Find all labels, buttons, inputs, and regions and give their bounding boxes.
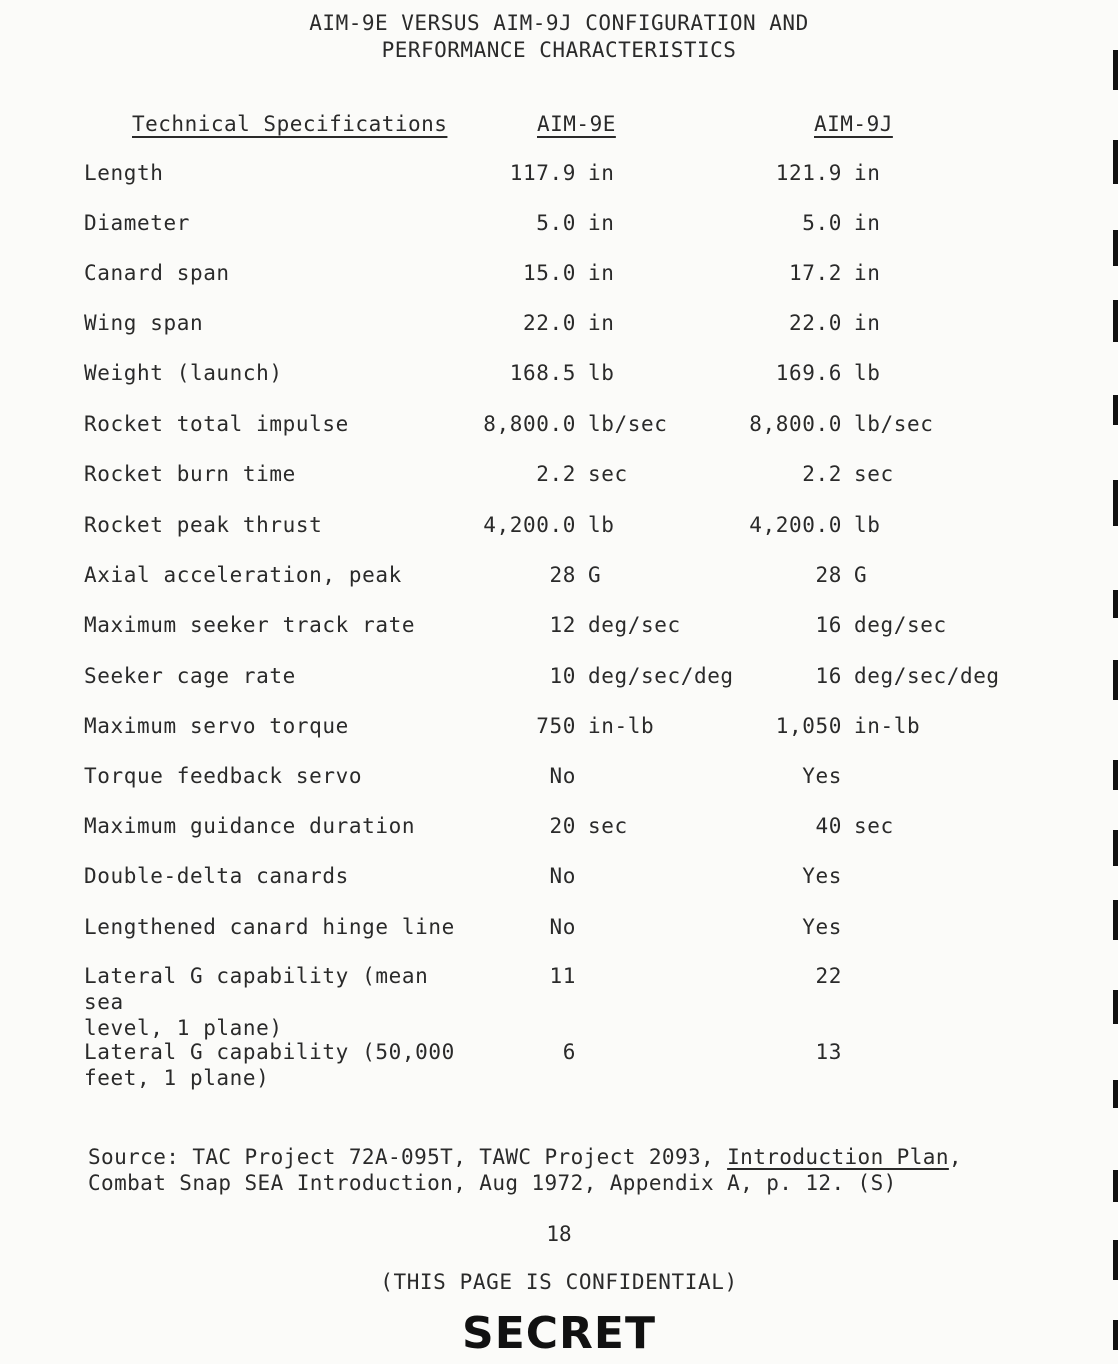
spec-label: Diameter: [84, 211, 190, 235]
spec-label: Maximum servo torque: [84, 714, 349, 738]
aim-9e-number: 15.0: [523, 261, 576, 285]
aim-9e-number: No: [549, 864, 576, 888]
aim-9e-unit: lb/sec: [588, 412, 668, 436]
header-technical-specifications: Technical Specifications: [132, 112, 448, 136]
aim-9e-value: [416, 713, 654, 739]
aim-9e-value: [416, 914, 588, 940]
aim-9e-value: [416, 360, 615, 386]
aim-9e-number: 28: [549, 563, 576, 587]
aim-9j-value: [672, 310, 881, 336]
aim-9e-number: 750: [536, 714, 576, 738]
aim-9j-value: [672, 813, 894, 839]
aim-9j-unit: in: [854, 261, 881, 285]
aim-9e-number: No: [549, 915, 576, 939]
aim-9j-number: 40: [815, 814, 842, 838]
aim-9j-number: 2.2: [802, 462, 842, 486]
aim-9j-number: 121.9: [775, 161, 842, 185]
aim-9j-unit: deg/sec/deg: [854, 664, 1000, 688]
scan-edge-marks: [1112, 0, 1118, 1364]
source-suffix: , Combat Snap SEA Introduction, Aug 1972, Appendix A, p. 12. (S): [88, 1145, 962, 1195]
aim-9e-unit: deg/sec: [588, 613, 681, 637]
aim-9j-unit: in: [854, 311, 881, 335]
document-title: [0, 10, 1118, 64]
aim-9j-value: [672, 663, 1000, 689]
aim-9e-value: [416, 763, 588, 789]
spec-label: Maximum guidance duration: [84, 814, 416, 838]
source-document-title: Introduction Plan: [727, 1145, 949, 1169]
spec-label: Length: [84, 161, 164, 185]
spec-label: Torque feedback servo: [84, 764, 363, 788]
aim-9j-number: Yes: [802, 915, 842, 939]
aim-9e-number: No: [549, 764, 576, 788]
spec-label: Axial acceleration, peak: [84, 563, 402, 587]
aim-9e-number: 5.0: [536, 211, 576, 235]
aim-9j-number: 16: [815, 613, 842, 637]
spec-label: Weight (launch): [84, 361, 283, 385]
aim-9j-number: 8,800.0: [749, 412, 842, 436]
aim-9e-unit: in: [588, 311, 615, 335]
aim-9e-value: [416, 562, 601, 588]
aim-9e-number: 11: [549, 964, 576, 988]
aim-9j-number: 4,200.0: [749, 513, 842, 537]
aim-9j-value: [672, 1039, 854, 1065]
aim-9e-unit: lb: [588, 361, 615, 385]
aim-9j-number: 16: [815, 664, 842, 688]
aim-9j-number: 169.6: [775, 361, 842, 385]
aim-9e-value: [416, 461, 628, 487]
spec-label: Double-delta canards: [84, 864, 349, 888]
secret-stamp: SECRET: [462, 1308, 656, 1359]
aim-9e-value: [416, 260, 615, 286]
aim-9e-value: [416, 612, 681, 638]
aim-9j-unit: G: [854, 563, 868, 587]
aim-9e-unit: in: [588, 161, 615, 185]
aim-9j-value: [672, 914, 854, 940]
aim-9e-unit: lb: [588, 513, 615, 537]
aim-9e-unit: in-lb: [588, 714, 655, 738]
spec-label: Rocket peak thrust: [84, 513, 323, 537]
title-line-1: AIM-9E VERSUS AIM-9J CONFIGURATION AND: [309, 11, 809, 35]
aim-9j-value: [672, 562, 867, 588]
aim-9e-number: 4,200.0: [483, 513, 576, 537]
aim-9j-unit: lb: [854, 513, 881, 537]
aim-9j-number: 28: [815, 563, 842, 587]
header-aim-9e: AIM-9E: [537, 112, 616, 136]
aim-9e-unit: in: [588, 211, 615, 235]
aim-9j-value: [672, 612, 947, 638]
aim-9e-value: [416, 512, 615, 538]
spec-label: Maximum seeker track rate: [84, 613, 416, 637]
spec-label: Lateral G capability (mean sea level, 1 plane): [84, 964, 429, 1040]
aim-9j-number: 17.2: [789, 261, 842, 285]
aim-9e-value: [416, 310, 615, 336]
aim-9e-unit: sec: [588, 462, 628, 486]
aim-9e-number: 168.5: [509, 361, 576, 385]
classification-notice: (THIS PAGE IS CONFIDENTIAL): [380, 1270, 738, 1294]
aim-9j-value: [672, 713, 920, 739]
aim-9j-unit: in-lb: [854, 714, 921, 738]
aim-9j-value: [672, 160, 881, 186]
aim-9e-number: 10: [549, 664, 576, 688]
aim-9e-number: 20: [549, 814, 576, 838]
aim-9j-value: [672, 260, 881, 286]
aim-9e-value: [416, 813, 628, 839]
aim-9j-number: 5.0: [802, 211, 842, 235]
aim-9j-number: 1,050: [775, 714, 842, 738]
aim-9j-unit: in: [854, 161, 881, 185]
aim-9j-value: [672, 763, 854, 789]
spec-label: Rocket burn time: [84, 462, 296, 486]
aim-9j-value: [672, 210, 881, 236]
aim-9e-unit: G: [588, 563, 602, 587]
aim-9j-unit: deg/sec: [854, 613, 947, 637]
header-aim-9j: AIM-9J: [814, 112, 893, 136]
aim-9j-value: [672, 512, 881, 538]
aim-9j-number: 22.0: [789, 311, 842, 335]
aim-9e-unit: sec: [588, 814, 628, 838]
aim-9j-unit: lb: [854, 361, 881, 385]
aim-9e-value: [416, 963, 588, 989]
aim-9j-value: [672, 360, 881, 386]
aim-9e-value: [416, 1039, 588, 1065]
spec-label: Wing span: [84, 311, 204, 335]
source-citation: [88, 1144, 1048, 1196]
spec-label: Lateral G capability (50,000 feet, 1 plane): [84, 1040, 455, 1090]
aim-9j-number: Yes: [802, 864, 842, 888]
title-line-2: PERFORMANCE CHARACTERISTICS: [381, 38, 737, 62]
aim-9e-value: [416, 863, 588, 889]
aim-9e-number: 117.9: [509, 161, 576, 185]
spec-label: Lengthened canard hinge line: [84, 915, 455, 939]
aim-9j-value: [672, 411, 933, 437]
aim-9e-number: 12: [549, 613, 576, 637]
aim-9j-unit: sec: [854, 462, 894, 486]
aim-9e-value: [416, 411, 667, 437]
spec-label: Seeker cage rate: [84, 664, 296, 688]
aim-9e-number: 22.0: [523, 311, 576, 335]
aim-9j-value: [672, 461, 894, 487]
aim-9j-unit: in: [854, 211, 881, 235]
aim-9e-value: [416, 210, 615, 236]
aim-9e-number: 8,800.0: [483, 412, 576, 436]
aim-9e-unit: in: [588, 261, 615, 285]
aim-9j-value: [672, 863, 854, 889]
aim-9e-unit: deg/sec/deg: [588, 664, 734, 688]
aim-9e-number: 2.2: [536, 462, 576, 486]
source-prefix: Source: TAC Project 72A-095T, TAWC Project 2093,: [88, 1145, 728, 1169]
aim-9j-value: [672, 963, 854, 989]
aim-9j-unit: lb/sec: [854, 412, 934, 436]
spec-label: Rocket total impulse: [84, 412, 349, 436]
aim-9j-number: Yes: [802, 764, 842, 788]
aim-9j-number: 13: [815, 1040, 842, 1064]
aim-9e-value: [416, 160, 615, 186]
aim-9j-unit: sec: [854, 814, 894, 838]
aim-9j-number: 22: [815, 964, 842, 988]
page-number: 18: [546, 1222, 572, 1246]
spec-label: Canard span: [84, 261, 230, 285]
aim-9e-number: 6: [562, 1040, 576, 1064]
